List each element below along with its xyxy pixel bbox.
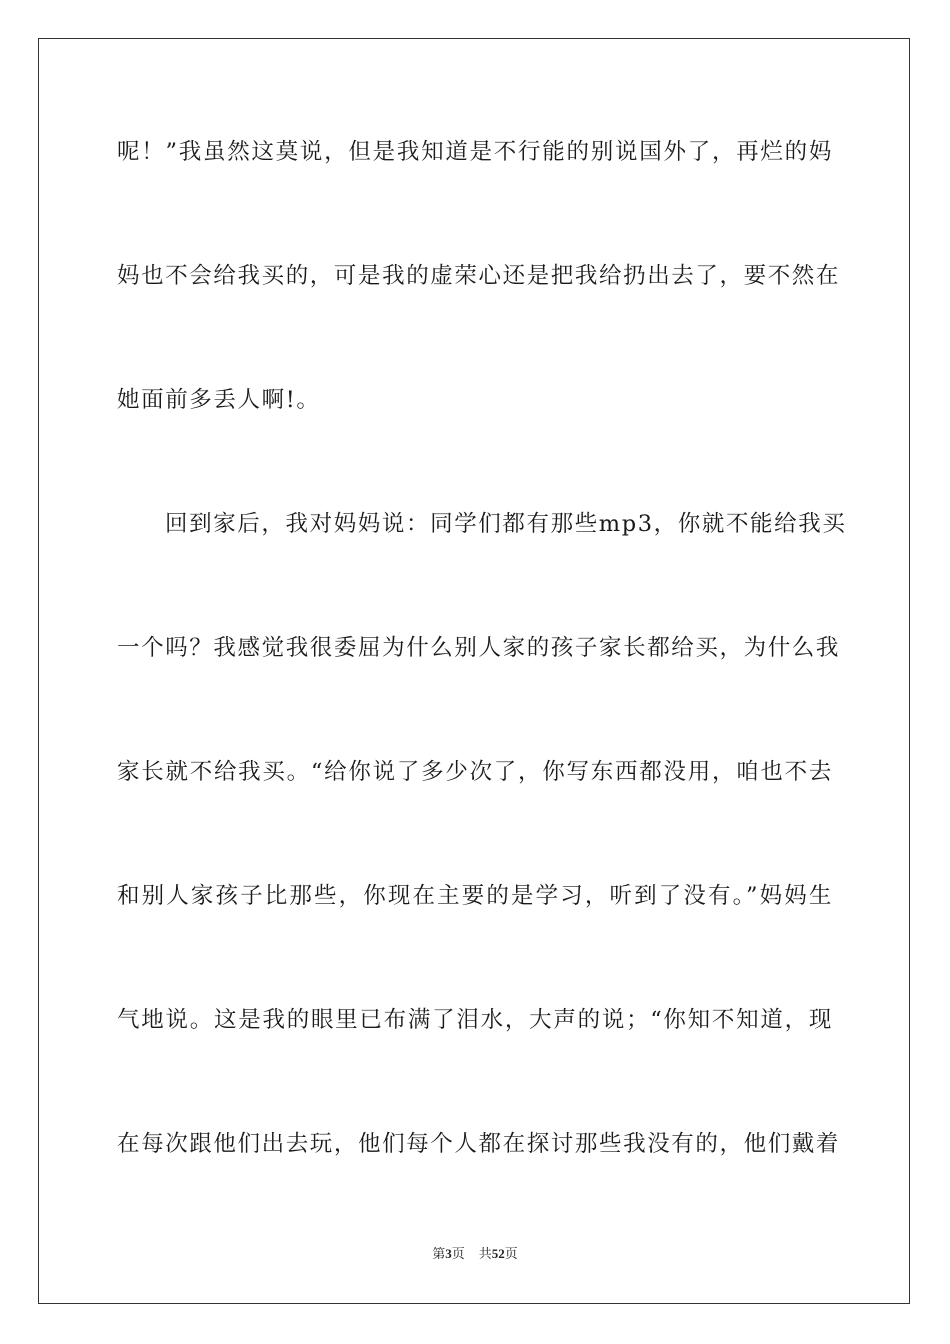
page-label-prefix: 第 — [432, 1247, 446, 1262]
paragraph-line-4: 回到家后，我对妈妈说：同学们都有那些mp3，你就不能给我买 — [165, 511, 847, 537]
paragraph-line-2: 妈也不会给我买的，可是我的虚荣心还是把我给扔出去了，要不然在 — [117, 263, 841, 289]
total-page-count: 52 — [491, 1246, 505, 1261]
current-page-number: 3 — [445, 1246, 452, 1261]
total-label-prefix: 共 — [478, 1247, 492, 1262]
paragraph-line-6: 家长就不给我买。“给你说了多少次了，你写东西都没用，咱也不去 — [117, 759, 833, 785]
page-label-suffix: 页 — [451, 1247, 465, 1262]
paragraph-line-1: 呢！”我虽然这莫说，但是我知道是不行能的别说国外了，再烂的妈 — [117, 139, 833, 165]
page-frame — [38, 38, 910, 1304]
paragraph-line-5: 一个吗？我感觉我很委屈为什么别人家的孩子家长都给买，为什么我 — [117, 635, 841, 661]
paragraph-line-3: 她面前多丢人啊!。 — [117, 387, 321, 413]
paragraph-line-9: 在每次跟他们出去玩，他们每个人都在探讨那些我没有的，他们戴着 — [117, 1131, 841, 1157]
paragraph-line-7: 和别人家孩子比那些，你现在主要的是学习，听到了没有。”妈妈生 — [117, 883, 833, 909]
total-label-suffix: 页 — [504, 1247, 518, 1262]
paragraph-line-8: 气地说。这是我的眼里已布满了泪水，大声的说；“你知不知道，现 — [117, 1007, 833, 1033]
page-footer — [0, 1245, 950, 1264]
